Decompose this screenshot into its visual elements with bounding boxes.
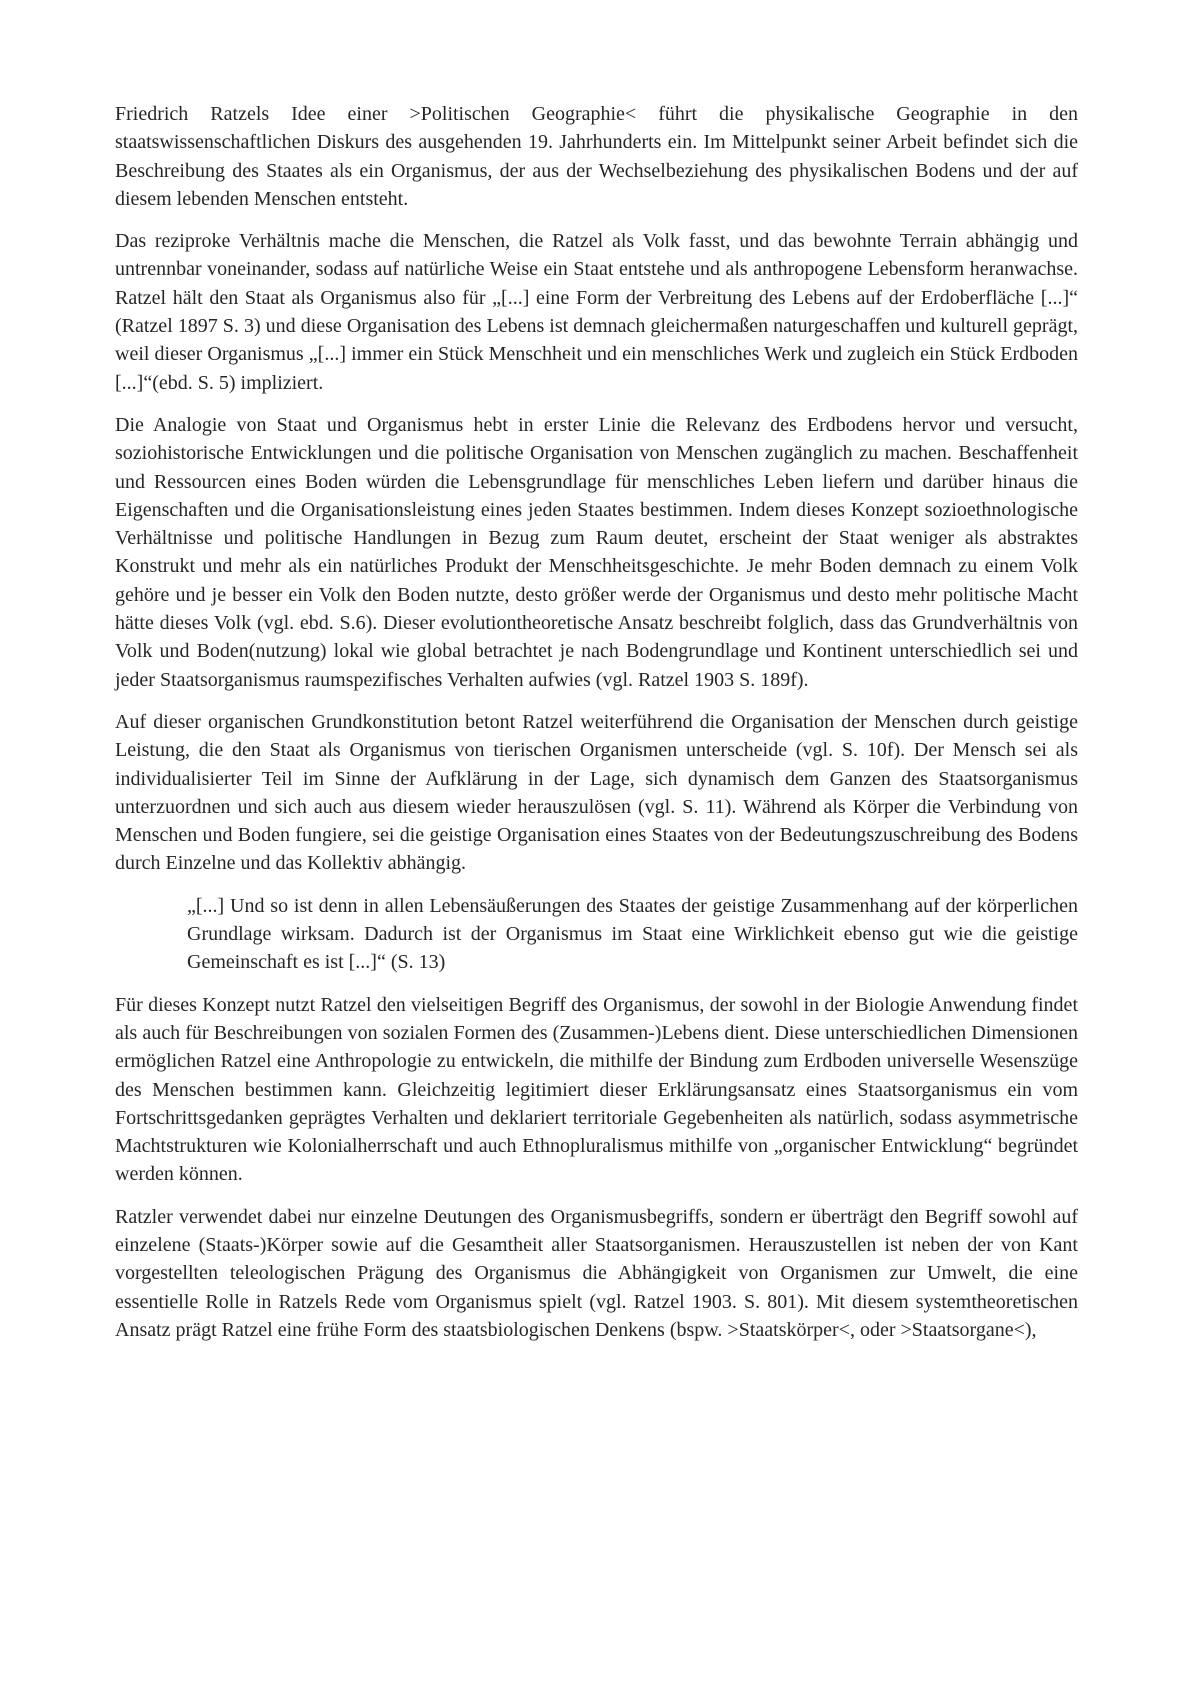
block-quote: „[...] Und so ist denn in allen Lebensäußerungen des Staates der geistige Zusammenhang auf der körperlichen Grundlage wirksam. Dadurch ist der Organismus im Staat eine Wirklichkeit ebenso gut wie die geistige Gemeinschaft es ist [...]“ (S. 13): [187, 894, 1078, 974]
paragraph-4: Auf dieser organischen Grundkonstitution betont Ratzel weiterführend die Organisation der Menschen durch geistige Leistung, die den Staat als Organismus von tierischen Organismen unterscheide (vgl. S. 10f). Der Mensch sei als individualisierter Teil im Sinne der Aufklärung in der Lage, sich dynamisch dem Ganzen des Staatsorganismus unterzuordnen und sich auch aus diesem wieder herauszulösen (vgl. S. 11). Während als Körper die Verbindung von Menschen und Boden fungiere, sei die geistige Organisation eines Staates von der Bedeutungszuschreibung des Bodens durch Einzelne und das Kollektiv abhängig.: [115, 710, 1078, 875]
paragraph-3: Die Analogie von Staat und Organismus hebt in erster Linie die Relevanz des Erdbodens hervor und versucht, soziohistorische Entwicklungen und die politische Organisation von Menschen zugänglich zu machen. Beschaffenheit und Ressourcen eines Boden würden die Lebensgrundlage für menschliches Leben liefern und darüber hinaus die Eigenschaften und die Organisationsleistung eines jeden Staates bestimmen. Indem dieses Konzept sozioethnologische Verhältnisse und politische Handlungen in Bezug zum Raum deutet, erscheint der Staat weniger als abstraktes Konstrukt und mehr als ein natürliches Produkt der Menschheitsgeschichte. Je mehr Boden demnach zu einem Volk gehöre und je besser ein Volk den Boden nutzte, desto größer werde der Organismus und desto mehr politische Macht hätte dieses Volk (vgl. ebd. S.6). Dieser evolutiontheoretische Ansatz beschreibt folglich, dass das Grundverhältnis von Volk und Boden(nutzung) lokal wie global betrachtet je nach Bodengrundlage und Kontinent unterschiedlich sei und jeder Staatsorganismus raumspezifisches Verhalten aufwies (vgl. Ratzel 1903 S. 189f).: [115, 413, 1078, 691]
document-page: [115, 100, 1078, 1358]
paragraph-1: Friedrich Ratzels Idee einer >Politischen Geographie< führt die physikalische Geographie in den staatswissenschaftlichen Diskurs des ausgehenden 19. Jahrhunderts ein. Im Mittelpunkt seiner Arbeit befindet sich die Beschreibung des Staates als ein Organismus, der aus der Wechselbeziehung des physikalischen Bodens und der auf diesem lebenden Menschen entsteht.: [115, 103, 1078, 210]
paragraph-5: Für dieses Konzept nutzt Ratzel den vielseitigen Begriff des Organismus, der sowohl in der Biologie Anwendung findet als auch für Beschreibungen von sozialen Formen des (Zusammen-)Lebens dient. Diese unterschiedlichen Dimensionen ermöglichen Ratzel eine Anthropologie zu entwickeln, die mithilfe der Bindung zum Erdboden universelle Wesenszüge des Menschen bestimmen kann. Gleichzeitig legitimiert dieser Erklärungsansatz eines Staatsorganismus ein vom Fortschrittsgedanken geprägtes Verhalten und deklariert territoriale Gegebenheiten als natürlich, sodass asymmetrische Machtstrukturen wie Kolonialherrschaft und auch Ethnopluralismus mithilfe von „organischer Entwicklung“ begründet werden können.: [115, 993, 1078, 1186]
paragraph-6: Ratzler verwendet dabei nur einzelne Deutungen des Organismusbegriffs, sondern er überträgt den Begriff sowohl auf einzelene (Staats-)Körper sowie auf die Gesamtheit aller Staatsorganismen. Herauszustellen ist neben der von Kant vorgestellten teleologischen Prägung des Organismus die Abhängigkeit von Organismen zur Umwelt, die eine essentielle Rolle in Ratzels Rede vom Organismus spielt (vgl. Ratzel 1903. S. 801). Mit diesem systemtheoretischen Ansatz prägt Ratzel eine frühe Form des staatsbiologischen Denkens (bspw. >Staatskörper<, oder >Staatsorgane<),: [115, 1205, 1078, 1341]
paragraph-2: Das reziproke Verhältnis mache die Menschen, die Ratzel als Volk fasst, und das bewohnte Terrain abhängig und untrennbar voneinander, sodass auf natürliche Weise ein Staat entstehe und als anthropogene Lebensform heranwachse. Ratzel hält den Staat als Organismus also für „[...] eine Form der Verbreitung des Lebens auf der Erdoberfläche [...]“ (Ratzel 1897 S. 3) und diese Organisation des Lebens ist demnach gleichermaßen naturgeschaffen und kulturell geprägt, weil dieser Organismus „[...] immer ein Stück Menschheit und ein menschliches Werk und zugleich ein Stück Erdboden [...]“(ebd. S. 5) impliziert.: [115, 230, 1078, 394]
